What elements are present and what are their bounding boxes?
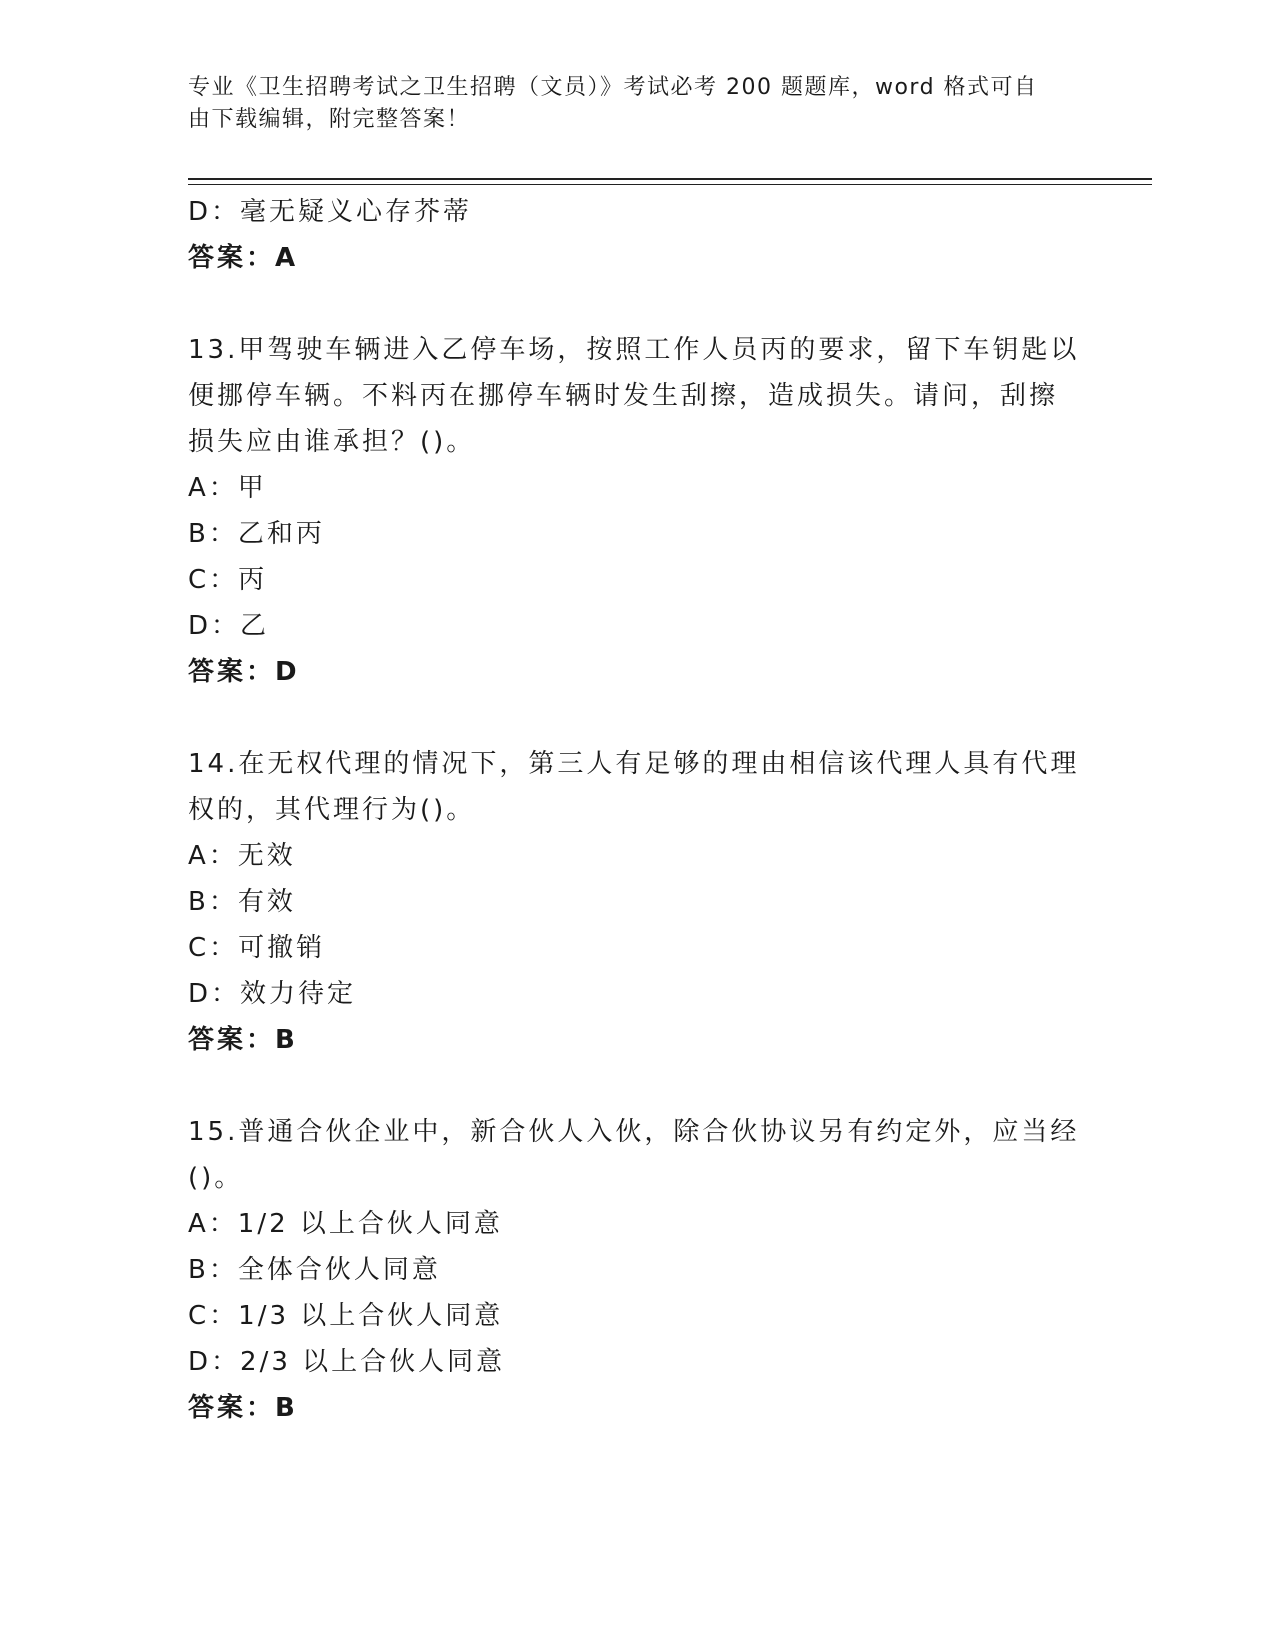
question-text-line: 14.在无权代理的情况下，第三人有足够的理由相信该代理人具有代理 — [188, 749, 1080, 779]
option-d: D：乙 — [188, 611, 270, 641]
header-rule-thick — [188, 178, 1152, 180]
header-rule-thin — [188, 184, 1152, 185]
option-b: B：全体合伙人同意 — [188, 1255, 441, 1285]
question-text-line: 便挪停车辆。不料丙在挪停车辆时发生刮擦，造成损失。请问，刮擦 — [188, 381, 1059, 411]
option-a: A：甲 — [188, 473, 267, 503]
header-line-2: 由下载编辑，附完整答案！ — [188, 107, 471, 132]
answer-line: 答案：A — [188, 243, 299, 273]
question-15 — [188, 1109, 1088, 1431]
answer-line: 答案：B — [188, 1393, 298, 1423]
answer-line: 答案：D — [188, 657, 300, 687]
option-c: C：丙 — [188, 565, 268, 595]
question-13 — [188, 327, 1088, 695]
question-text-line: 权的，其代理行为()。 — [188, 795, 476, 825]
option-c: C：1/3 以上合伙人同意 — [188, 1301, 504, 1331]
answer-line: 答案：B — [188, 1025, 298, 1055]
question-text-line: ()。 — [188, 1163, 244, 1193]
document-header — [188, 72, 1068, 136]
header-line-1: 专业《卫生招聘考试之卫生招聘（文员）》考试必考 200 题题库，word 格式可自 — [188, 75, 1038, 100]
option-c: C：可撤销 — [188, 933, 326, 963]
previous-question-tail — [188, 189, 1088, 281]
question-text-line: 15.普通合伙企业中，新合伙人入伙，除合伙协议另有约定外，应当经 — [188, 1117, 1080, 1147]
option-b: B：乙和丙 — [188, 519, 325, 549]
option-d: D：2/3 以上合伙人同意 — [188, 1347, 506, 1377]
question-text-line: 损失应由谁承担？()。 — [188, 427, 476, 457]
option-b: B：有效 — [188, 887, 296, 917]
option-a: A：无效 — [188, 841, 296, 871]
option-d: D：毫无疑义心存芥蒂 — [188, 197, 473, 227]
spacer — [188, 281, 1088, 327]
option-d: D：效力待定 — [188, 979, 357, 1009]
question-content — [188, 189, 1088, 1431]
question-14 — [188, 741, 1088, 1063]
question-text-line: 13.甲驾驶车辆进入乙停车场，按照工作人员丙的要求，留下车钥匙以 — [188, 335, 1080, 365]
spacer — [188, 1063, 1088, 1109]
option-a: A：1/2 以上合伙人同意 — [188, 1209, 503, 1239]
spacer — [188, 695, 1088, 741]
